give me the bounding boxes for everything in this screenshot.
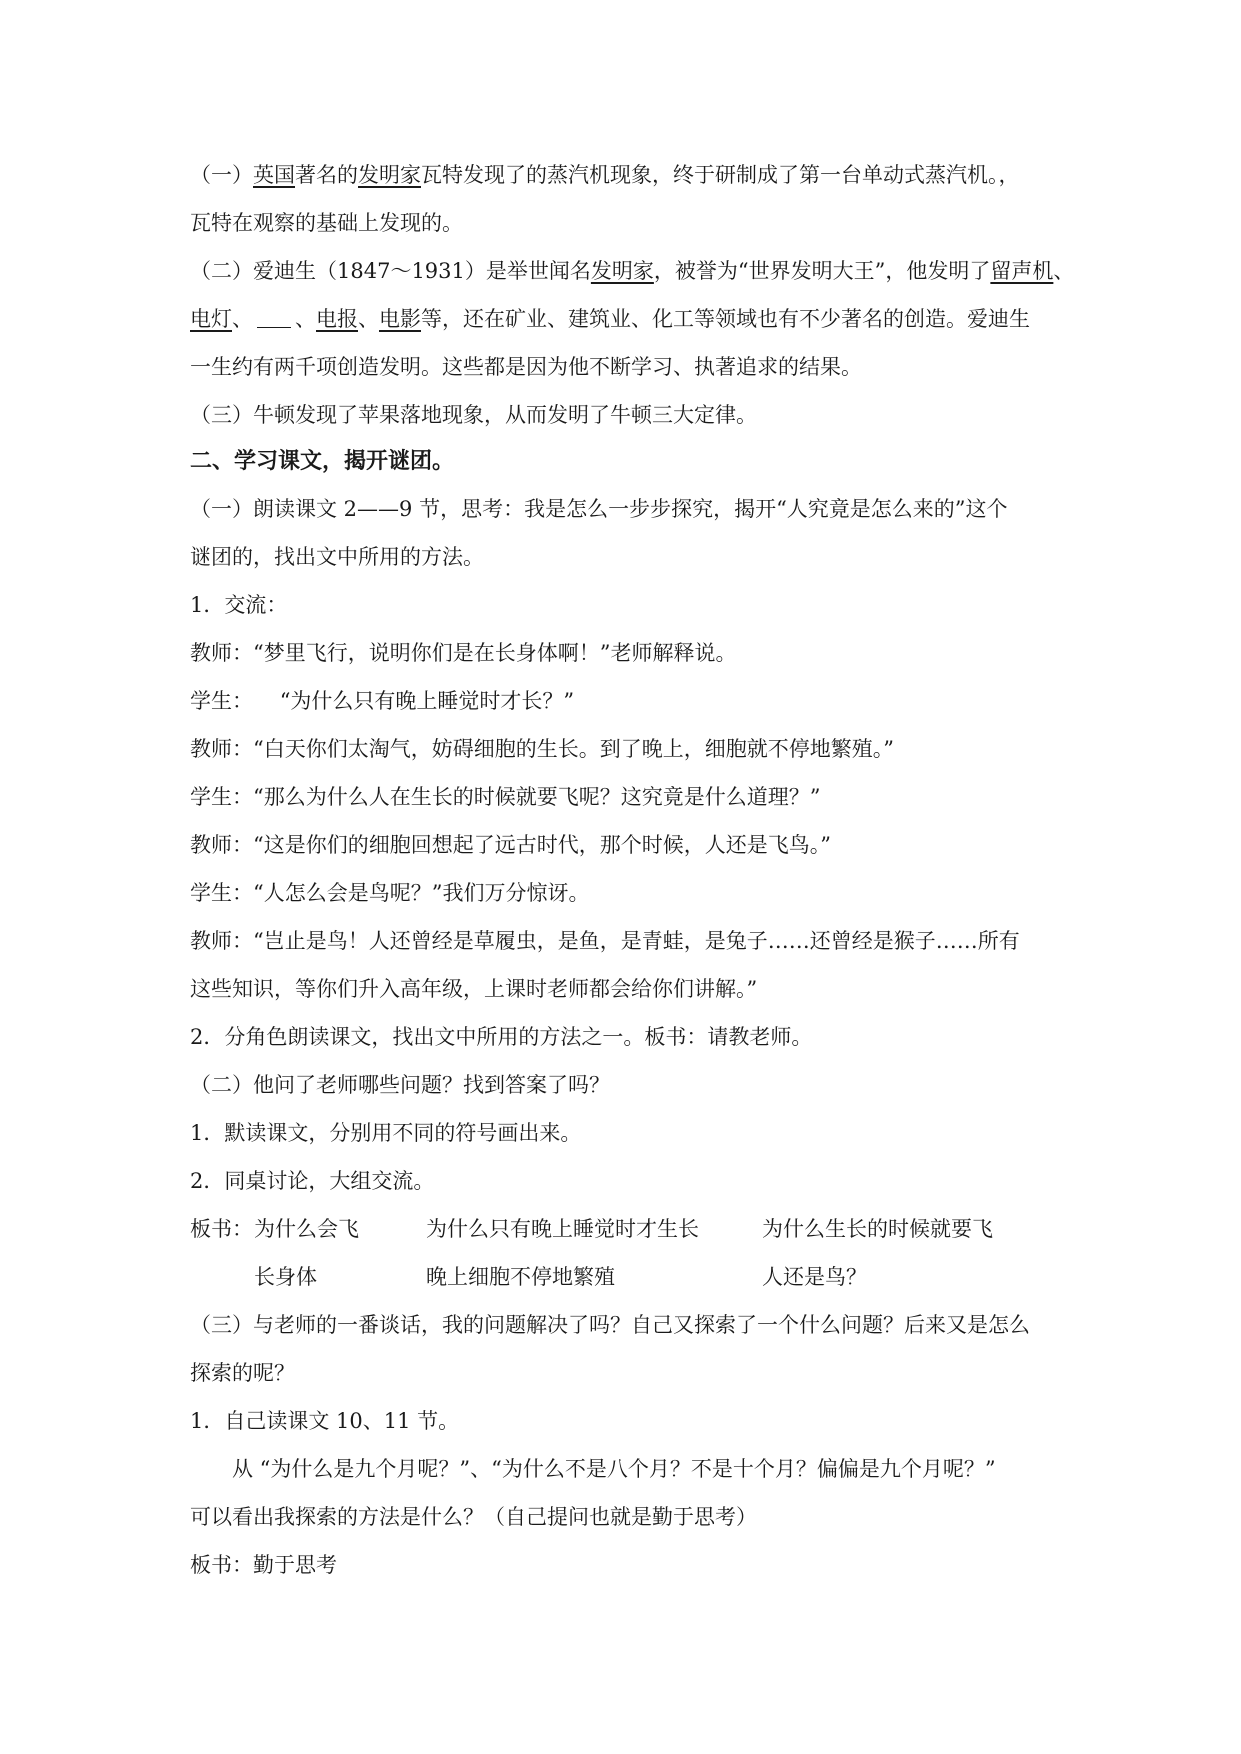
dialogue-line: 这些知识，等你们升入高年级，上课时老师都会给你们讲解。” <box>190 977 758 1001</box>
text-run: （二）爱迪生（1847～1931）是举世闻名 <box>190 259 591 283</box>
underlined-term: 电灯 <box>190 307 232 331</box>
text-run: 、 <box>295 307 316 331</box>
final-board-note: 板书：勤于思考 <box>190 1553 337 1577</box>
text-run: 、 <box>232 307 253 331</box>
dialogue-line: 学生：“人怎么会是鸟呢？”我们万分惊讶。 <box>190 881 590 905</box>
dialogue-line: 教师：“这是你们的细胞回想起了远古时代，那个时候，人还是飞鸟。” <box>190 833 831 857</box>
paragraph-watt <box>190 160 1050 190</box>
text-run: 瓦特发现了的蒸汽机现象，终于研制成了第一台单动式蒸汽机。， <box>421 163 1020 187</box>
dialogue-line: 教师：“岂止是鸟！人还曾经是草履虫，是鱼，是青蛙，是兔子……还曾经是猴子……所有 <box>190 929 1020 953</box>
dialogue-line: 学生： “为什么只有晚上睡觉时才长？” <box>190 689 575 713</box>
exchange-label: 1．交流： <box>190 593 288 617</box>
fill-in-blank <box>257 307 291 328</box>
text-run: 等，还在矿业、建筑业、化工等领域也有不少著名的创造。爱迪生 <box>421 307 1030 331</box>
board-item: 为什么会飞 <box>254 1217 359 1241</box>
question-2: （二）他问了老师哪些问题？找到答案了吗？ <box>190 1073 610 1097</box>
question-3-step-1: 1．自己读课文 10、11 节。 <box>190 1409 460 1433</box>
underlined-term: 英国 <box>253 163 295 187</box>
question-3: （三）与老师的一番谈话，我的问题解决了吗？自己又探索了一个什么问题？后来又是怎么 <box>190 1313 1030 1337</box>
dialogue-line: 学生：“那么为什么人在生长的时候就要飞呢？这究竟是什么道理？” <box>190 785 821 809</box>
underlined-term: 电影 <box>379 307 421 331</box>
paragraph-watt-cont: 瓦特在观察的基础上发现的。 <box>190 211 463 235</box>
question-3-detail: 从 “为什么是九个月呢？”、“为什么不是八个月？不是十个月？偏偏是九个月呢？” <box>232 1457 996 1481</box>
paragraph-newton: （三）牛顿发现了苹果落地现象，从而发明了牛顿三大定律。 <box>190 403 757 427</box>
board-item: 人还是鸟？ <box>762 1265 867 1289</box>
paragraph-edison <box>190 256 1075 286</box>
underlined-term: 留声机 <box>990 259 1054 283</box>
question-2-step-2: 2．同桌讨论，大组交流。 <box>190 1169 435 1193</box>
text-run: ，被誉为“世界发明大王”，他发明了 <box>653 259 991 283</box>
dialogue-line: 教师：“白天你们太淘气，妨碍细胞的生长。到了晚上，细胞就不停地繁殖。” <box>190 737 894 761</box>
board-label: 板书： <box>190 1217 253 1241</box>
underlined-term: 发明家 <box>590 259 654 283</box>
question-2-step-1: 1．默读课文，分别用不同的符号画出来。 <box>190 1121 582 1145</box>
paragraph-edison-line3: 一生约有两千项创造发明。这些都是因为他不断学习、执著追求的结果。 <box>190 355 862 379</box>
question-1: （一）朗读课文 2——9 节，思考：我是怎么一步步探究，揭开“人究竟是怎么来的”这个 <box>190 497 1008 521</box>
board-item: 为什么生长的时候就要飞 <box>762 1217 993 1241</box>
paragraph-edison-line2 <box>190 304 1050 334</box>
text-run: 、 <box>358 307 379 331</box>
text-run: 著名的 <box>295 163 358 187</box>
question-3-detail-cont: 可以看出我探索的方法是什么？（自己提问也就是勤于思考） <box>190 1505 757 1529</box>
text-run: 、 <box>1053 259 1075 283</box>
dialogue-line: 教师：“梦里飞行，说明你们是在长身体啊！”老师解释说。 <box>190 641 737 665</box>
role-reading-step: 2．分角色朗读课文，找出文中所用的方法之一。板书：请教老师。 <box>190 1025 813 1049</box>
question-1-cont: 谜团的，找出文中所用的方法。 <box>190 545 484 569</box>
board-item: 为什么只有晚上睡觉时才生长 <box>426 1217 699 1241</box>
question-3-cont: 探索的呢？ <box>190 1361 295 1385</box>
underlined-term: 电报 <box>316 307 358 331</box>
board-item: 晚上细胞不停地繁殖 <box>426 1265 615 1289</box>
underlined-term: 发明家 <box>358 163 421 187</box>
section-heading: 二、学习课文，揭开谜团。 <box>190 448 455 474</box>
paragraph-prefix: （一） <box>190 163 253 187</box>
board-item: 长身体 <box>254 1265 317 1289</box>
